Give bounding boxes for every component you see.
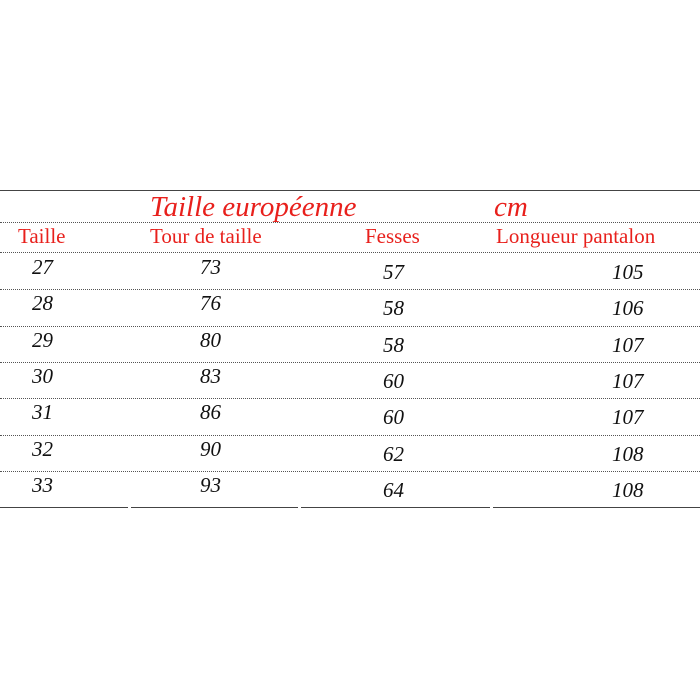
cell-tour-de-taille: 90	[200, 436, 221, 461]
cell-taille: 33	[32, 472, 53, 497]
header-row	[0, 224, 700, 250]
cell-taille: 31	[32, 400, 53, 425]
cell-longueur-pantalon: 107	[612, 332, 644, 357]
cell-tour-de-taille: 93	[200, 472, 221, 497]
table-title: Taille européenne	[150, 191, 357, 223]
cell-longueur-pantalon: 108	[612, 477, 644, 502]
cell-tour-de-taille: 80	[200, 327, 221, 352]
cell-fesses: 57	[383, 260, 404, 284]
bottom-rule	[0, 507, 700, 508]
cell-tour-de-taille: 86	[200, 400, 221, 425]
cell-taille: 28	[32, 291, 53, 316]
cell-fesses: 62	[383, 441, 404, 466]
title-divider	[0, 222, 700, 223]
unit-label: cm	[494, 191, 528, 223]
cell-fesses: 64	[383, 477, 404, 502]
cell-taille: 29	[32, 327, 53, 352]
cell-tour-de-taille: 73	[200, 255, 221, 279]
header-fesses: Fesses	[365, 224, 420, 248]
table-row	[0, 472, 700, 508]
cell-longueur-pantalon: 105	[612, 260, 644, 284]
cell-tour-de-taille: 76	[200, 291, 221, 316]
table-row	[0, 399, 700, 435]
cell-fesses: 58	[383, 332, 404, 357]
table-row	[0, 363, 700, 399]
header-divider	[0, 252, 700, 253]
table-row	[0, 436, 700, 472]
cell-longueur-pantalon: 106	[612, 296, 644, 321]
cell-taille: 32	[32, 436, 53, 461]
cell-fesses: 58	[383, 296, 404, 321]
table-row	[0, 327, 700, 363]
cell-longueur-pantalon: 107	[612, 405, 644, 430]
rule-gap	[298, 506, 301, 509]
cell-taille: 27	[32, 255, 53, 279]
cell-fesses: 60	[383, 405, 404, 430]
rule-gap	[490, 506, 493, 509]
header-tour-de-taille: Tour de taille	[150, 224, 262, 248]
table-row	[0, 254, 700, 290]
cell-longueur-pantalon: 108	[612, 441, 644, 466]
title-row	[0, 190, 700, 223]
cell-tour-de-taille: 83	[200, 363, 221, 388]
table-row	[0, 290, 700, 326]
rule-gap	[128, 506, 131, 509]
header-longueur-pantalon: Longueur pantalon	[496, 224, 656, 248]
cell-fesses: 60	[383, 368, 404, 393]
cell-taille: 30	[32, 363, 53, 388]
cell-longueur-pantalon: 107	[612, 368, 644, 393]
header-taille: Taille	[18, 224, 66, 248]
